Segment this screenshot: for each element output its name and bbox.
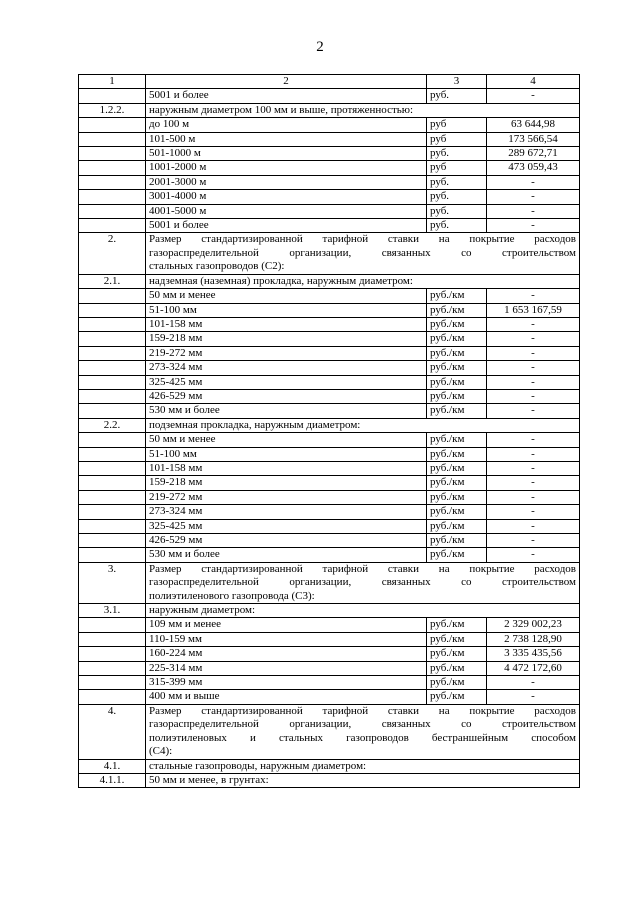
- row-unit: руб./км: [427, 289, 487, 303]
- row-description: [146, 332, 427, 346]
- row-value: -: [487, 204, 580, 218]
- table-row: [79, 161, 580, 175]
- description-line: 101-158 мм: [149, 317, 203, 330]
- table-row: [79, 289, 580, 303]
- row-number: [79, 132, 146, 146]
- row-value: 2 738 128,90: [487, 632, 580, 646]
- row-value: 289 672,71: [487, 147, 580, 161]
- section-row: [79, 604, 580, 618]
- description-line: стальных газопроводов (С2):: [149, 260, 285, 273]
- row-number: [79, 534, 146, 548]
- description-line: 160-224 мм: [149, 647, 203, 660]
- row-number: [79, 404, 146, 418]
- row-unit: руб: [427, 132, 487, 146]
- row-description: [146, 505, 427, 519]
- row-unit: руб./км: [427, 332, 487, 346]
- row-number: 4.: [79, 704, 146, 759]
- row-description: [146, 274, 580, 288]
- row-unit: руб./км: [427, 618, 487, 632]
- row-number: [79, 661, 146, 675]
- description-line: 159-218 мм: [149, 332, 203, 345]
- row-description: [146, 317, 427, 331]
- table-row: [79, 175, 580, 189]
- row-description: [146, 534, 427, 548]
- row-unit: руб: [427, 161, 487, 175]
- table-row: [79, 404, 580, 418]
- row-number: [79, 190, 146, 204]
- row-unit: руб.: [427, 147, 487, 161]
- row-description: [146, 519, 427, 533]
- row-number: [79, 332, 146, 346]
- row-value: -: [487, 190, 580, 204]
- description-line: 101-158 мм: [149, 461, 203, 474]
- row-number: [79, 676, 146, 690]
- row-number: 4.1.1.: [79, 773, 146, 787]
- section-row: [79, 233, 580, 274]
- description-line: 325-425 мм: [149, 375, 203, 388]
- description-line: 225-314 мм: [149, 661, 203, 674]
- row-description: [146, 759, 580, 773]
- row-value: -: [487, 476, 580, 490]
- row-number: [79, 161, 146, 175]
- table-row: [79, 375, 580, 389]
- table-row: [79, 361, 580, 375]
- row-description: [146, 548, 427, 562]
- description-line: Размер стандартизированной тарифной ставки на покрытие расходов: [149, 233, 576, 246]
- description-line: 273-324 мм: [149, 505, 203, 518]
- row-description: [146, 289, 427, 303]
- row-description: [146, 147, 427, 161]
- row-number: [79, 647, 146, 661]
- description-line: 159-218 мм: [149, 476, 203, 489]
- row-unit: руб./км: [427, 690, 487, 704]
- row-number: 3.1.: [79, 604, 146, 618]
- row-value: -: [487, 505, 580, 519]
- row-unit: руб./км: [427, 647, 487, 661]
- row-unit: руб: [427, 118, 487, 132]
- row-unit: руб./км: [427, 476, 487, 490]
- row-number: 3.: [79, 562, 146, 603]
- table-row: [79, 219, 580, 233]
- row-unit: руб./км: [427, 375, 487, 389]
- row-number: [79, 490, 146, 504]
- row-description: [146, 161, 427, 175]
- description-line: 325-425 мм: [149, 519, 203, 532]
- row-value: -: [487, 375, 580, 389]
- description-line: стальные газопроводы, наружным диаметром:: [149, 759, 367, 772]
- description-line: Размер стандартизированной тарифной ставки на покрытие расходов: [149, 704, 576, 717]
- row-number: [79, 461, 146, 475]
- row-value: -: [487, 289, 580, 303]
- description-line: газораспределительной организации, связанных со строительством: [149, 576, 576, 589]
- row-value: 2 329 002,23: [487, 618, 580, 632]
- page-number: 2: [316, 39, 324, 55]
- row-description: [146, 562, 580, 603]
- row-unit: руб./км: [427, 447, 487, 461]
- row-unit: руб./км: [427, 519, 487, 533]
- row-number: [79, 519, 146, 533]
- row-number: [79, 433, 146, 447]
- row-unit: руб./км: [427, 404, 487, 418]
- row-value: 173 566,54: [487, 132, 580, 146]
- table-row: [79, 89, 580, 103]
- row-description: [146, 89, 427, 103]
- description-line: 110-159 мм: [149, 632, 202, 645]
- table-row: [79, 519, 580, 533]
- row-unit: руб./км: [427, 548, 487, 562]
- row-description: [146, 490, 427, 504]
- table-row: [79, 661, 580, 675]
- row-description: [146, 447, 427, 461]
- row-description: [146, 219, 427, 233]
- row-value: -: [487, 361, 580, 375]
- row-value: 473 059,43: [487, 161, 580, 175]
- row-unit: руб./км: [427, 303, 487, 317]
- row-unit: руб.: [427, 204, 487, 218]
- row-number: 4.1.: [79, 759, 146, 773]
- table-row: [79, 132, 580, 146]
- table-row: [79, 632, 580, 646]
- row-description: [146, 175, 427, 189]
- row-description: [146, 118, 427, 132]
- row-description: [146, 190, 427, 204]
- description-line: полиэтиленового газопровода (С3):: [149, 589, 315, 602]
- row-unit: руб./км: [427, 505, 487, 519]
- description-line: 426-529 мм: [149, 389, 203, 402]
- row-description: [146, 418, 580, 432]
- row-unit: руб./км: [427, 461, 487, 475]
- row-number: 2.1.: [79, 274, 146, 288]
- row-value: -: [487, 534, 580, 548]
- description-line: газораспределительной организации, связанных со строительством: [149, 718, 576, 731]
- description-line: 3001-4000 м: [149, 190, 207, 203]
- row-description: [146, 632, 427, 646]
- section-row: [79, 274, 580, 288]
- description-line: 5001 и более: [149, 89, 209, 102]
- description-line: 400 мм и выше: [149, 690, 220, 703]
- section-row: [79, 562, 580, 603]
- row-number: 1.2.2.: [79, 103, 146, 117]
- table-row: [79, 618, 580, 632]
- row-number: [79, 447, 146, 461]
- row-unit: руб.: [427, 219, 487, 233]
- row-unit: руб./км: [427, 534, 487, 548]
- row-number: [79, 303, 146, 317]
- row-number: [79, 505, 146, 519]
- description-line: до 100 м: [149, 118, 190, 131]
- table-row: [79, 505, 580, 519]
- row-number: [79, 147, 146, 161]
- row-unit: руб./км: [427, 346, 487, 360]
- table-row: [79, 332, 580, 346]
- description-line: 51-100 мм: [149, 303, 197, 316]
- table-row: [79, 647, 580, 661]
- description-line: полиэтиленовых и стальных газопроводов бестраншейным способом: [149, 731, 576, 744]
- row-unit: руб./км: [427, 632, 487, 646]
- description-line: 50 мм и менее, в грунтах:: [149, 773, 269, 786]
- row-unit: руб./км: [427, 490, 487, 504]
- row-description: [146, 204, 427, 218]
- row-value: -: [487, 389, 580, 403]
- row-unit: руб./км: [427, 433, 487, 447]
- row-value: -: [487, 219, 580, 233]
- description-line: надземная (наземная) прокладка, наружным диаметром:: [149, 274, 413, 287]
- description-line: 2001-3000 м: [149, 175, 207, 188]
- table-row: [79, 490, 580, 504]
- row-description: [146, 361, 427, 375]
- table-row: [79, 303, 580, 317]
- row-number: [79, 690, 146, 704]
- row-value: -: [487, 89, 580, 103]
- row-value: -: [487, 676, 580, 690]
- table-header-row: [79, 75, 580, 89]
- table-row: [79, 389, 580, 403]
- row-value: -: [487, 433, 580, 447]
- table-row: [79, 447, 580, 461]
- description-line: 315-399 мм: [149, 676, 203, 689]
- section-row: [79, 773, 580, 787]
- table-row: [79, 461, 580, 475]
- row-description: [146, 433, 427, 447]
- table-row: [79, 118, 580, 132]
- section-row: [79, 704, 580, 759]
- row-number: [79, 361, 146, 375]
- description-line: 530 мм и более: [149, 404, 220, 417]
- description-line: 50 мм и менее: [149, 433, 216, 446]
- row-description: [146, 690, 427, 704]
- description-line: (С4):: [149, 745, 173, 758]
- row-description: [146, 476, 427, 490]
- row-value: 1 653 167,59: [487, 303, 580, 317]
- row-unit: руб.: [427, 175, 487, 189]
- row-description: [146, 704, 580, 759]
- row-description: [146, 389, 427, 403]
- row-number: [79, 317, 146, 331]
- row-number: [79, 389, 146, 403]
- description-line: 501-1000 м: [149, 147, 201, 160]
- table-row: [79, 147, 580, 161]
- row-value: -: [487, 519, 580, 533]
- description-line: наружным диаметром:: [149, 604, 256, 617]
- description-line: 51-100 мм: [149, 447, 197, 460]
- row-value: -: [487, 317, 580, 331]
- row-description: [146, 103, 580, 117]
- row-value: -: [487, 548, 580, 562]
- row-value: -: [487, 346, 580, 360]
- tariff-table: [78, 74, 580, 788]
- row-unit: руб.: [427, 89, 487, 103]
- description-line: 530 мм и более: [149, 548, 220, 561]
- row-description: [146, 303, 427, 317]
- table-row: [79, 346, 580, 360]
- table-row: [79, 317, 580, 331]
- row-value: -: [487, 490, 580, 504]
- description-line: 219-272 мм: [149, 490, 203, 503]
- description-line: Размер стандартизированной тарифной ставки на покрытие расходов: [149, 562, 576, 575]
- row-value: 4 472 172,60: [487, 661, 580, 675]
- row-unit: руб./км: [427, 661, 487, 675]
- row-description: [146, 461, 427, 475]
- row-description: [146, 375, 427, 389]
- description-line: газораспределительной организации, связанных со строительством: [149, 246, 576, 259]
- row-number: [79, 375, 146, 389]
- row-description: [146, 346, 427, 360]
- row-number: [79, 289, 146, 303]
- section-row: [79, 759, 580, 773]
- description-line: 219-272 мм: [149, 346, 203, 359]
- row-value: 3 335 435,56: [487, 647, 580, 661]
- table-row: [79, 204, 580, 218]
- row-unit: руб./км: [427, 389, 487, 403]
- row-description: [146, 676, 427, 690]
- row-value: -: [487, 690, 580, 704]
- description-line: наружным диаметром 100 мм и выше, протяженностью:: [149, 103, 414, 116]
- row-unit: руб.: [427, 190, 487, 204]
- row-description: [146, 132, 427, 146]
- description-line: 4001-5000 м: [149, 204, 207, 217]
- row-number: [79, 219, 146, 233]
- row-value: -: [487, 404, 580, 418]
- description-line: 50 мм и менее: [149, 289, 216, 302]
- table-row: [79, 690, 580, 704]
- table-row: [79, 433, 580, 447]
- row-description: [146, 604, 580, 618]
- row-description: [146, 773, 580, 787]
- table-row: [79, 676, 580, 690]
- section-row: [79, 103, 580, 117]
- description-line: 109 мм и менее: [149, 618, 222, 631]
- row-description: [146, 404, 427, 418]
- row-number: [79, 632, 146, 646]
- header-col-4: 4: [487, 75, 580, 89]
- description-line: 5001 и более: [149, 219, 209, 232]
- description-line: подземная прокладка, наружным диаметром:: [149, 418, 361, 431]
- table-row: [79, 534, 580, 548]
- table-row: [79, 476, 580, 490]
- row-number: 2.2.: [79, 418, 146, 432]
- row-number: [79, 89, 146, 103]
- row-description: [146, 647, 427, 661]
- row-unit: руб./км: [427, 361, 487, 375]
- row-number: [79, 476, 146, 490]
- row-number: [79, 618, 146, 632]
- section-row: [79, 418, 580, 432]
- description-line: 101-500 м: [149, 132, 196, 145]
- row-description: [146, 618, 427, 632]
- row-description: [146, 661, 427, 675]
- row-value: -: [487, 461, 580, 475]
- description-line: 1001-2000 м: [149, 161, 207, 174]
- row-description: [146, 233, 580, 274]
- row-number: 2.: [79, 233, 146, 274]
- row-value: 63 644,98: [487, 118, 580, 132]
- table-row: [79, 190, 580, 204]
- table-row: [79, 548, 580, 562]
- row-number: [79, 204, 146, 218]
- row-unit: руб./км: [427, 676, 487, 690]
- description-line: 273-324 мм: [149, 361, 203, 374]
- row-unit: руб./км: [427, 317, 487, 331]
- row-number: [79, 118, 146, 132]
- row-number: [79, 346, 146, 360]
- header-col-3: 3: [427, 75, 487, 89]
- row-value: -: [487, 447, 580, 461]
- description-line: 426-529 мм: [149, 534, 203, 546]
- row-value: -: [487, 332, 580, 346]
- header-col-1: 1: [79, 75, 146, 89]
- row-number: [79, 175, 146, 189]
- row-number: [79, 548, 146, 562]
- row-value: -: [487, 175, 580, 189]
- header-col-2: 2: [146, 75, 427, 89]
